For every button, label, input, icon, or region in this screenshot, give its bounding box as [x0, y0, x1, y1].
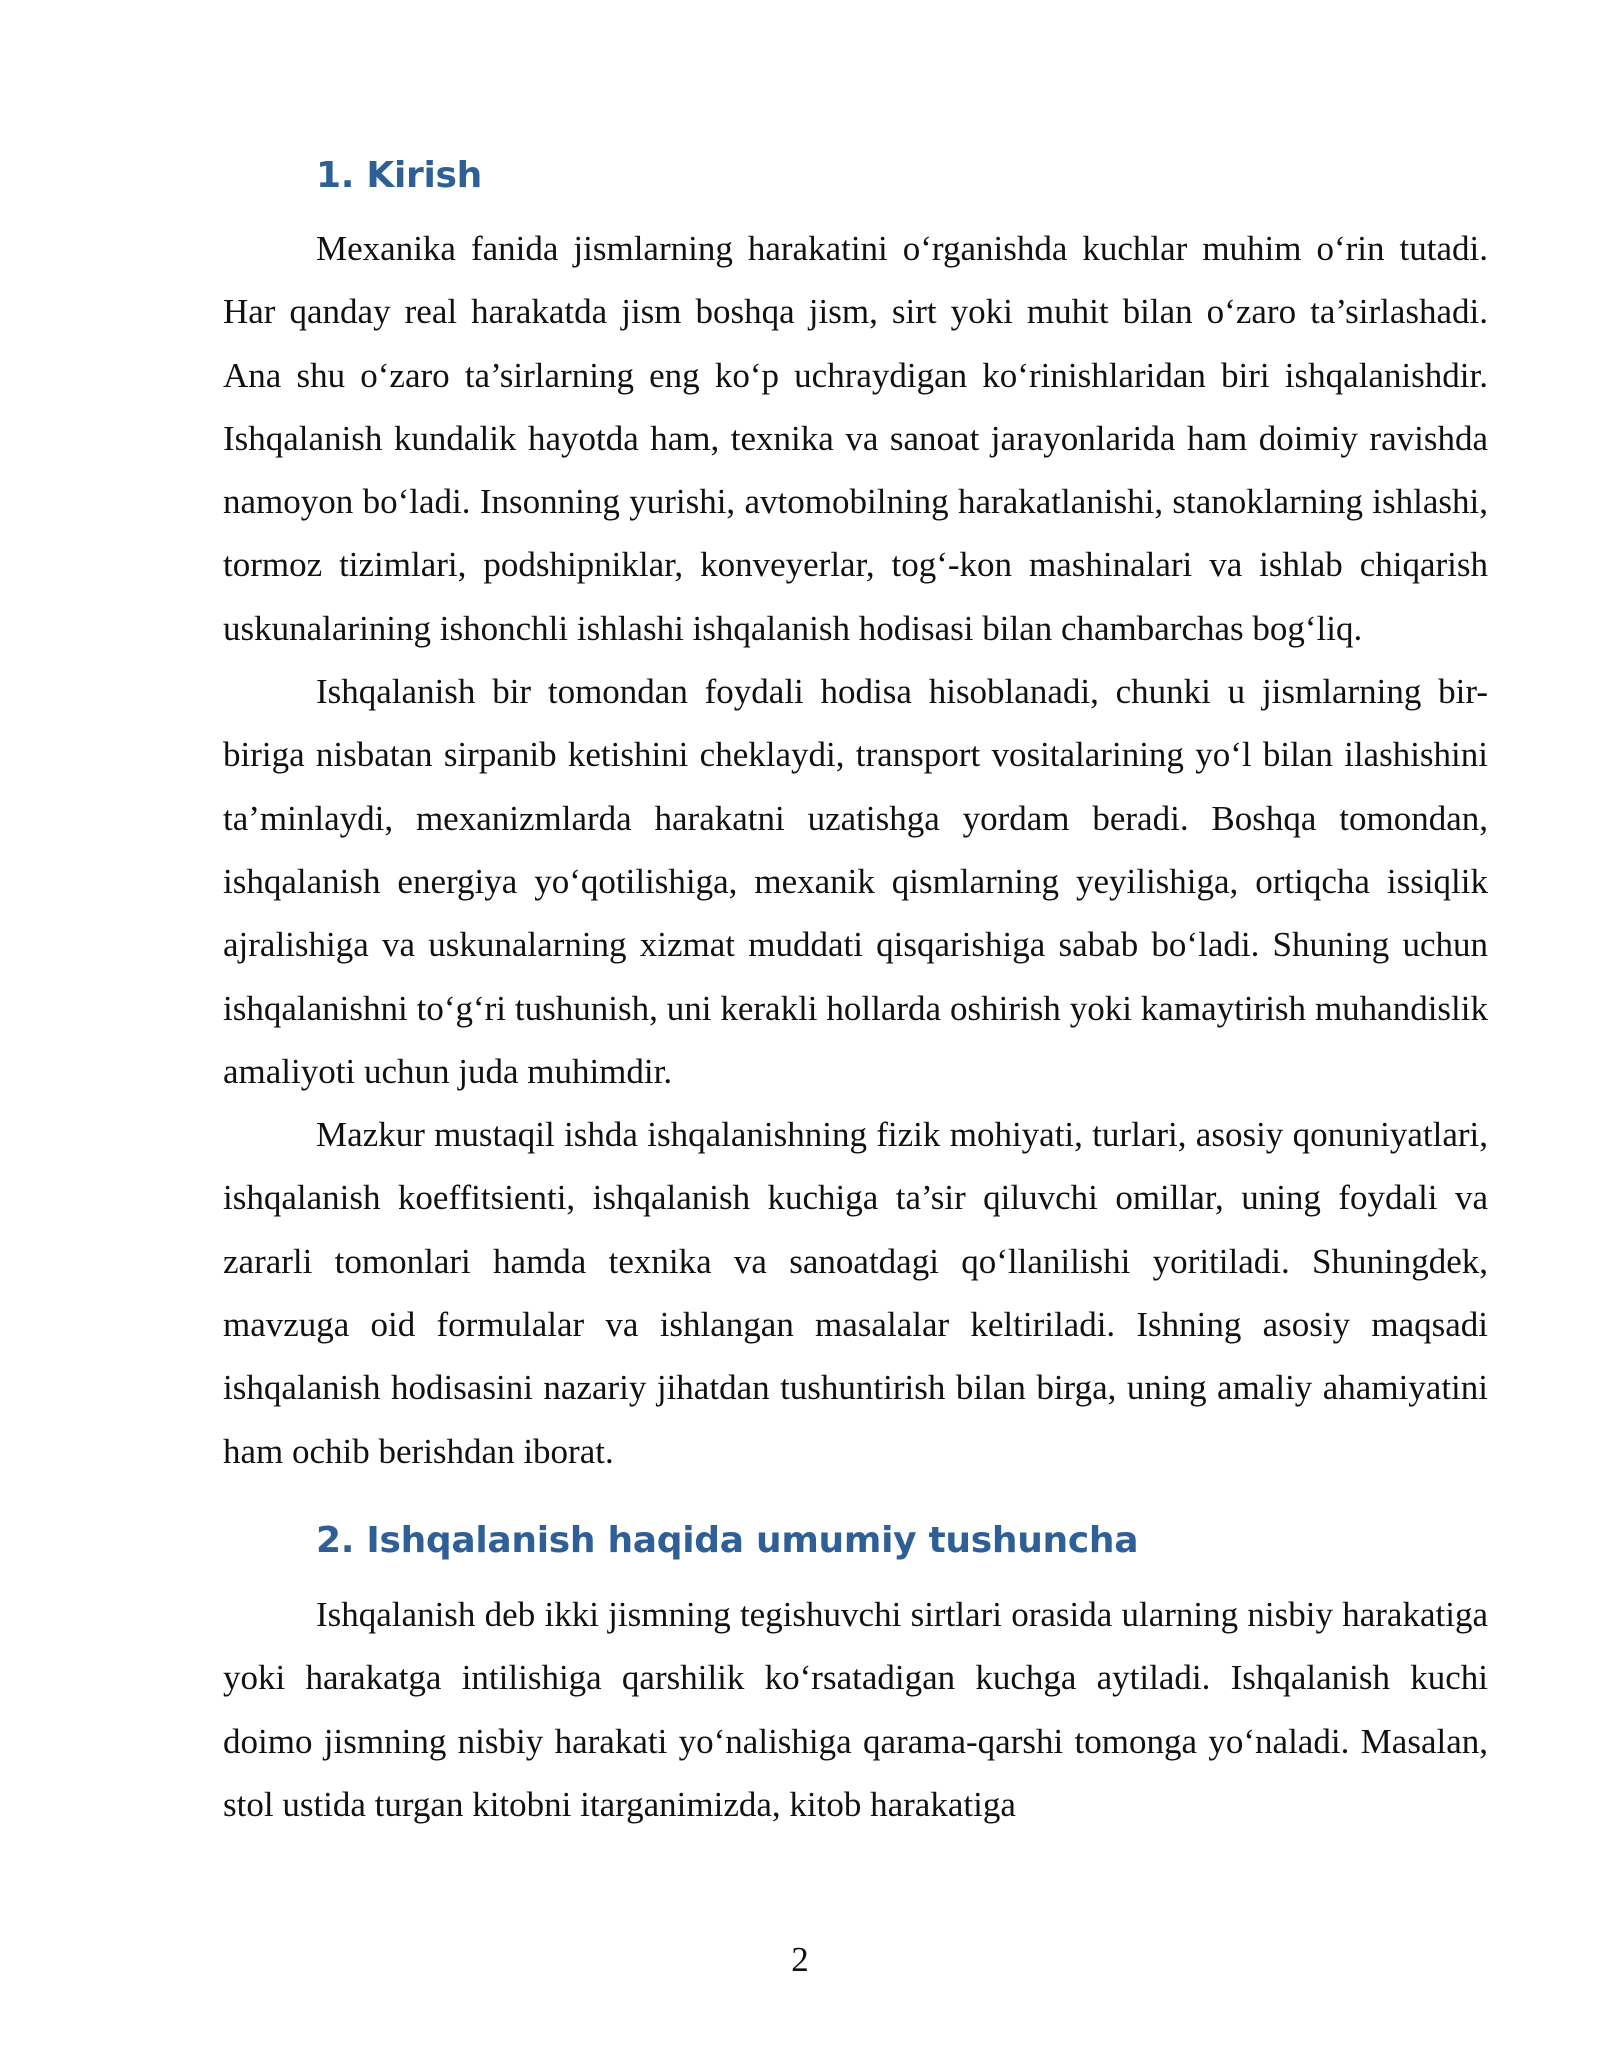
- section-heading-umumiy-tushuncha: 2. Ishqalanish haqida umumiy tushuncha: [316, 1519, 1139, 1561]
- paragraph: Ishqalanish deb ikki jismning tegishuvchi sirtlari orasida ularning nisbiy harakatiga yoki harakatga intilishiga qarshilik ko‘rsatadigan kuchga aytiladi. Ishqalanish kuchi doimo jismning nisbiy harakati yo‘nalishiga qarama-qarshi tomonga yo‘naladi. Masalan, stol ustida turgan kitobni itarganimizda, kitob harakatiga: [223, 1594, 1488, 1824]
- paragraph: Mazkur mustaqil ishda ishqalanishning fizik mohiyati, turlari, asosiy qonuniyatlari, ishqalanish koeffitsienti, ishqalanish kuchiga ta’sir qiluvchi omillar, uning foydali va zararli tomonlari hamda texnika va sanoatdagi qo‘llanilishi yoritiladi. Shuningdek, mavzuga oid formulalar va ishlangan masalalar keltiriladi. Ishning asosiy maqsadi ishqalanish hodisasini nazariy jihatdan tushuntirish bilan birga, uning amaliy ahamiyatini ham ochib berishdan iborat.: [223, 1115, 1488, 1471]
- paragraph: Ishqalanish bir tomondan foydali hodisa hisoblanadi, chunki u jismlarning bir-biriga nisbatan sirpanib ketishini cheklaydi, transport vositalarining yo‘l bilan ilashishini ta’minlaydi, mexanizmlarda harakatni uzatishga yordam beradi. Boshqa tomondan, ishqalanish energiya yo‘qotilishiga, mexanik qismlarning yeyilishiga, ortiqcha issiqlik ajralishiga va uskunalarning xizmat muddati qisqarishiga sabab bo‘ladi. Shuning uchun ishqalanishni to‘g‘ri tushunish, uni kerakli hollarda oshirish yoki kamaytirish muhandislik amaliyoti uchun juda muhimdir.: [223, 672, 1488, 1091]
- paragraph: Mexanika fanida jismlarning harakatini o‘rganishda kuchlar muhim o‘rin tutadi. Har qanday real harakatda jism boshqa jism, sirt yoki muhit bilan o‘zaro ta’sirlashadi. Ana shu o‘zaro ta’sirlarning eng ko‘p uchraydigan ko‘rinishlaridan biri ishqalanishdir. Ishqalanish kundalik hayotda ham, texnika va sanoat jarayonlarida ham doimiy ravishda namoyon bo‘ladi. Insonning yurishi, avtomobilning harakatlanishi, stanoklarning ishlashi, tormoz tizimlari, podshipniklar, konveyerlar, tog‘-kon mashinalari va ishlab chiqarish uskunalarining ishonchli ishlashi ishqalanish hodisasi bilan chambarchas bog‘liq.: [223, 229, 1488, 648]
- section-heading-kirish: 1. Kirish: [316, 155, 482, 196]
- page-number: 2: [791, 1940, 809, 1979]
- page-content: [223, 148, 1488, 1836]
